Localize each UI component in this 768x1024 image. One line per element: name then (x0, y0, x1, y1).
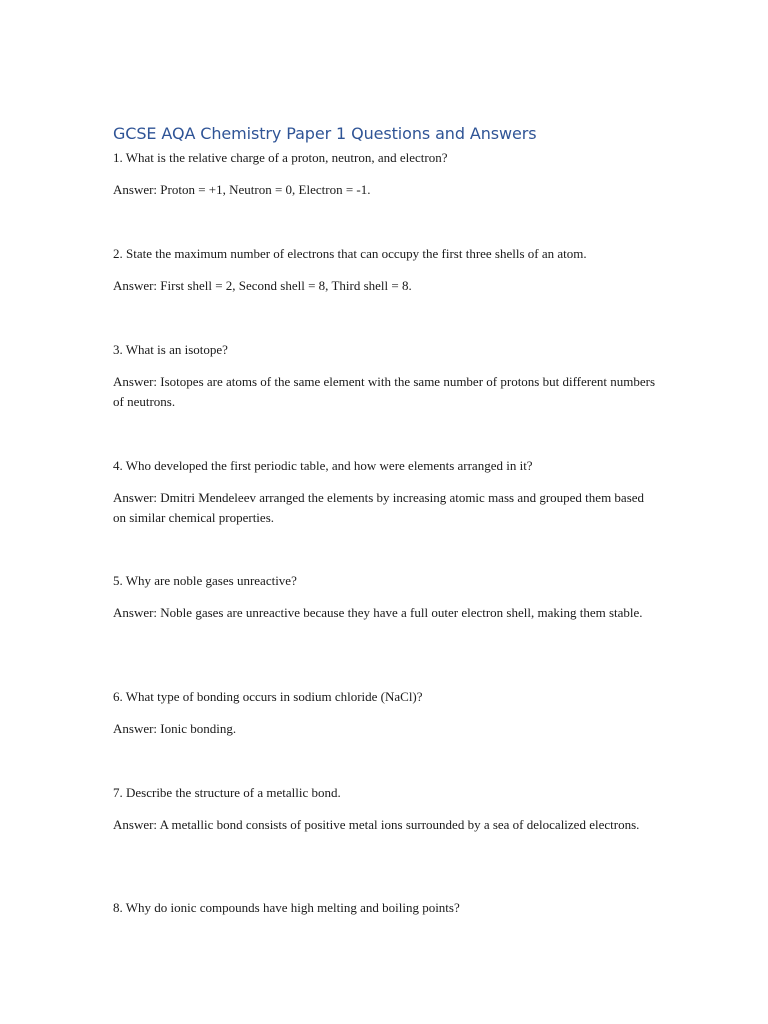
document-title: GCSE AQA Chemistry Paper 1 Questions and Answers (113, 124, 537, 143)
answer-3: Answer: Isotopes are atoms of the same element with the same number of protons but different numbers of neutrons. (113, 374, 656, 409)
question-4: 4. Who developed the first periodic table, and how were elements arranged in it? (113, 458, 533, 473)
question-2: 2. State the maximum number of electrons that can occupy the first three shells of an atom. (113, 246, 587, 261)
answer-4: Answer: Dmitri Mendeleev arranged the elements by increasing atomic mass and grouped them based on similar chemical properties. (113, 490, 645, 525)
answer-2: Answer: First shell = 2, Second shell = 8, Third shell = 8. (113, 278, 412, 293)
answer-7: Answer: A metallic bond consists of positive metal ions surrounded by a sea of delocalized electrons. (113, 817, 640, 832)
question-3: 3. What is an isotope? (113, 342, 228, 357)
question-5: 5. Why are noble gases unreactive? (113, 573, 297, 588)
answer-6: Answer: Ionic bonding. (113, 721, 237, 736)
question-6: 6. What type of bonding occurs in sodium chloride (NaCl)? (113, 689, 423, 704)
question-8: 8. Why do ionic compounds have high melting and boiling points? (113, 900, 460, 915)
answer-1: Answer: Proton = +1, Neutron = 0, Electron = -1. (113, 182, 371, 197)
question-7: 7. Describe the structure of a metallic bond. (113, 785, 341, 800)
answer-5: Answer: Noble gases are unreactive because they have a full outer electron shell, making them stable. (113, 605, 643, 620)
question-1: 1. What is the relative charge of a proton, neutron, and electron? (113, 150, 448, 165)
